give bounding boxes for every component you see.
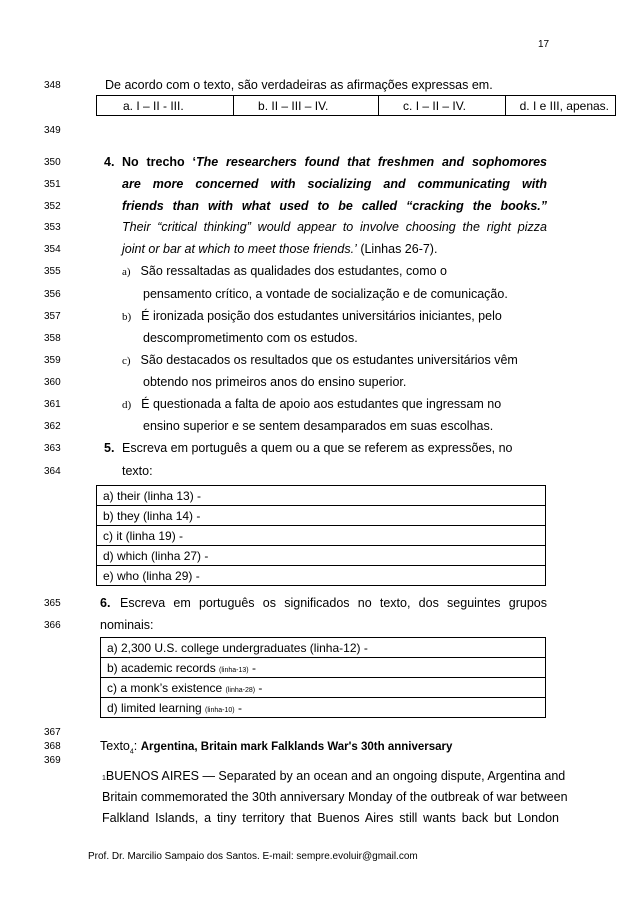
- q6-row-ref: (linha-10): [205, 706, 235, 714]
- q6-row: [101, 698, 546, 718]
- q5-line-1: Escreva em português a quem ou a que se referem as expressões, no: [122, 441, 513, 455]
- q4-line-5: [122, 241, 437, 257]
- line-number: 359: [44, 355, 61, 366]
- q6-number: 6.: [100, 596, 111, 610]
- q4-ref: (Linhas 26-7).: [356, 242, 438, 256]
- line-number: 367: [44, 727, 61, 738]
- q4-quote-line: are more concerned with socializing and communicating with: [122, 177, 547, 191]
- line-number: 369: [44, 755, 61, 766]
- q5-answer-table: [96, 485, 546, 586]
- q6-row-tail: -: [234, 700, 242, 715]
- q3-options-table: [96, 95, 616, 116]
- option-letter: b): [122, 311, 132, 323]
- q4-option-a: [122, 263, 447, 280]
- q4-option-b-cont: descomprometimento com os estudos.: [143, 331, 358, 345]
- line-number: 353: [44, 222, 61, 233]
- line-number: 349: [44, 125, 61, 136]
- texto4-label: Texto: [100, 739, 130, 753]
- option-letter: c): [122, 355, 131, 367]
- q4-option-d-cont: ensino superior e se sentem desamparados em suas escolhas.: [143, 419, 494, 433]
- texto4-line-marker: 1: [102, 775, 106, 782]
- texto4-line-1: [102, 768, 566, 787]
- line-number: 362: [44, 421, 61, 432]
- q3-option-a: a. I – II - III.: [97, 96, 234, 116]
- q4-option-a-cont: pensamento crítico, a vontade de socialização e de comunicação.: [143, 287, 508, 301]
- texto4-text: BUENOS AIRES — Separated by an ocean and an ongoing dispute, Argentina and: [105, 769, 566, 783]
- option-letter: a): [122, 266, 131, 278]
- q6-answer-table: [100, 637, 546, 718]
- q4-option-d: [122, 396, 501, 413]
- q6-row-text: d) limited learning: [107, 700, 206, 715]
- q3-option-c: c. I – II – IV.: [379, 96, 506, 116]
- q5-number: 5.: [104, 441, 115, 455]
- q4-option-b: [122, 308, 547, 325]
- q6-row: [101, 678, 546, 698]
- option-text: É ironizada posição dos estudantes universitários iniciantes, pelo: [141, 309, 502, 323]
- q4-quote-line: The researchers found that freshmen and sophomores: [195, 155, 547, 169]
- q6-row: a) 2,300 U.S. college undergraduates (linha-12) -: [101, 638, 546, 658]
- page-number: 17: [538, 39, 550, 50]
- q4-option-c: [122, 352, 518, 369]
- line-number: 348: [44, 80, 61, 91]
- q6-row-text: c) a monk’s existence: [107, 680, 226, 695]
- q4-intro: No trecho ‘: [122, 155, 196, 169]
- q6-line-2: nominais:: [100, 618, 154, 632]
- line-number: 361: [44, 399, 61, 410]
- texto4-num: 4: [129, 748, 134, 756]
- q5-row: a) their (linha 13) -: [97, 486, 546, 506]
- line-number: 366: [44, 620, 61, 631]
- option-letter: d): [122, 399, 132, 411]
- line-number: 363: [44, 443, 61, 454]
- q5-row: e) who (linha 29) -: [97, 566, 546, 586]
- q4-quote-line: joint or bar at which to meet those friends.’: [122, 242, 357, 256]
- q6-row: [101, 658, 546, 678]
- q3-stem: De acordo com o texto, são verdadeiras as afirmações expressas em.: [105, 78, 493, 92]
- texto4-heading: Texto$_4$: Argentina, Britain mark Falklands War's 30th anniversary: [100, 739, 453, 756]
- q4-number: 4.: [104, 155, 115, 169]
- line-number: 364: [44, 466, 61, 477]
- line-number: 365: [44, 598, 61, 609]
- q6-line-1: Escreva em português os significados no texto, dos seguintes grupos: [120, 596, 547, 610]
- line-number: 350: [44, 157, 61, 168]
- q5-line-2: texto:: [122, 464, 153, 478]
- q4-option-c-cont: obtendo nos primeiros anos do ensino superior.: [143, 375, 407, 389]
- texto4-line-2: Britain commemorated the 30th anniversary Monday of the outbreak of war between: [102, 790, 568, 804]
- q3-option-d: d. I e III, apenas.: [505, 96, 615, 116]
- q6-row-text: b) academic records: [107, 660, 220, 675]
- option-text: É questionada a falta de apoio aos estudantes que ingressam no: [141, 397, 502, 411]
- q6-row-tail: -: [255, 680, 263, 695]
- q6-row-ref: (linha-13): [219, 666, 249, 674]
- q6-row-tail: -: [248, 660, 256, 675]
- q5-row: b) they (linha 14) -: [97, 506, 546, 526]
- line-number: 360: [44, 377, 61, 388]
- q6-row-ref: (linha-28): [225, 686, 256, 694]
- line-number: 356: [44, 289, 61, 300]
- q4-quote-line: Their “critical thinking” would appear to involve choosing the right pizza: [122, 220, 547, 234]
- texto4-title: Argentina, Britain mark Falklands War's 30th anniversary: [140, 741, 453, 753]
- line-number: 351: [44, 179, 61, 190]
- line-number: 352: [44, 201, 61, 212]
- texto4-line-3: Falkland Islands, a tiny territory that Buenos Aires still wants back but London: [102, 811, 559, 825]
- q3-option-b: b. II – III – IV.: [234, 96, 379, 116]
- q5-row: c) it (linha 19) -: [97, 526, 546, 546]
- option-text: São destacados os resultados que os estudantes universitários vêm: [140, 353, 518, 367]
- line-number: 368: [44, 741, 61, 752]
- q4-quote-line: friends than with what used to be called “cracking the books.”: [122, 199, 547, 213]
- line-number: 357: [44, 311, 61, 322]
- q4-line-1: [122, 154, 547, 170]
- q5-row: d) which (linha 27) -: [97, 546, 546, 566]
- option-text: São ressaltadas as qualidades dos estudantes, como o: [140, 264, 447, 278]
- line-number: 355: [44, 266, 61, 277]
- line-number: 354: [44, 244, 61, 255]
- line-number: 358: [44, 333, 61, 344]
- footer: Prof. Dr. Marcilio Sampaio dos Santos. E-mail: sempre.evoluir@gmail.com: [88, 851, 418, 862]
